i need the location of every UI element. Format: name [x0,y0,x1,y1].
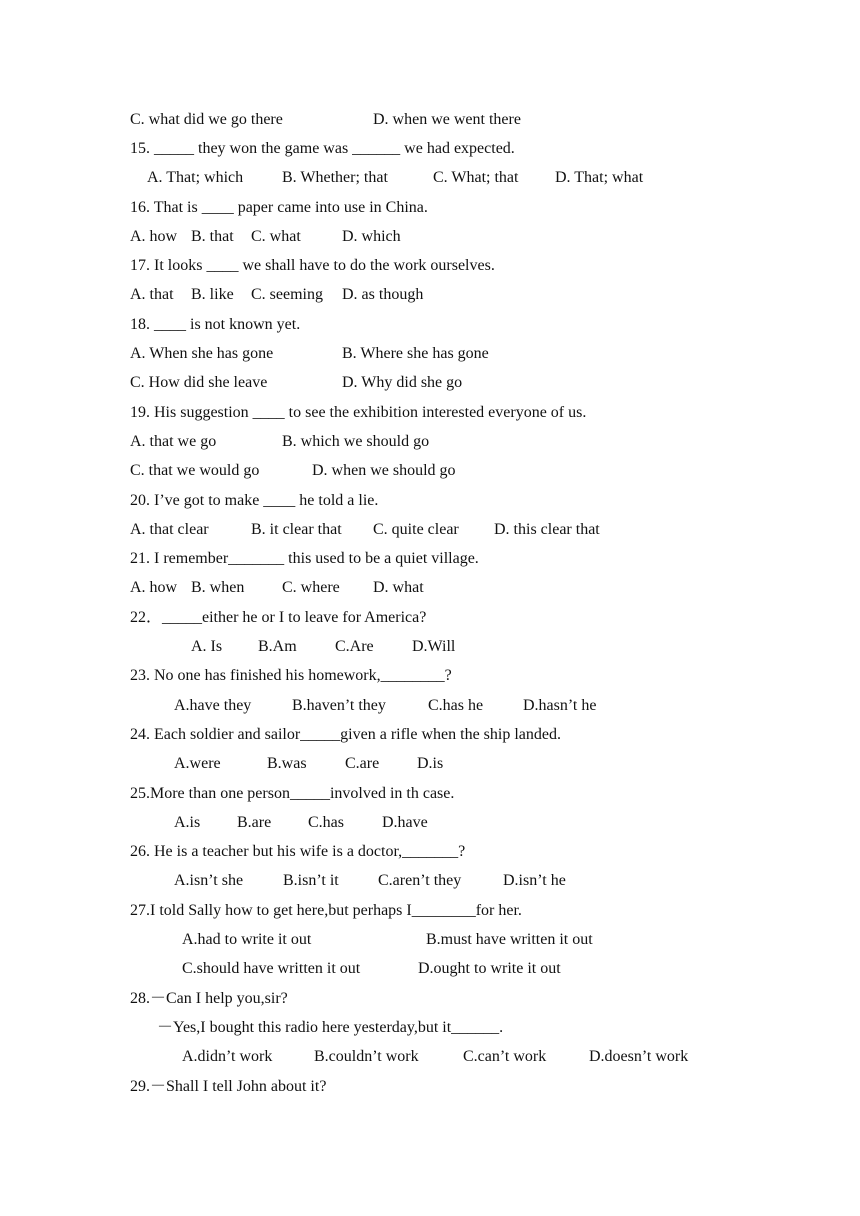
option-line: D. Why did she go [342,374,463,391]
option-line: C. quite clear [373,521,459,538]
option-line: C.has he [428,697,484,714]
option-line: D.isn’t he [503,872,566,889]
option-line: B. Where she has gone [342,345,489,362]
option-line: C.Are [335,638,374,655]
question-line: 20. I’ve got to make ____ he told a lie. [130,492,379,509]
question-line: 24. Each soldier and sailor_____given a rifle when the ship landed. [130,726,561,743]
option-line: C.are [345,755,380,772]
option-line: C.should have written it out [182,960,361,977]
option-line: D.Will [412,638,456,655]
question-line: 23. No one has finished his homework,________? [130,667,452,684]
question-line: 15. _____ they won the game was ______ we had expected. [130,140,515,157]
option-line: B. that [191,228,234,245]
option-line: A.have they [174,697,252,714]
option-line: A. That; which [147,169,244,186]
question-line: 17. It looks ____ we shall have to do the work ourselves. [130,257,495,274]
option-line: C. what did we go there [130,111,283,128]
option-line: D.doesn’t work [589,1048,689,1065]
option-line: C. What; that [433,169,519,186]
question-line: 25.More than one person_____involved in th case. [130,785,455,802]
option-line: B.haven’t they [292,697,386,714]
option-line: A.had to write it out [182,931,312,948]
option-line: A. how [130,228,178,245]
question-line: 27.I told Sally how to get here,but perhaps I________for her. [130,902,522,919]
option-line: D. That; what [555,169,644,186]
option-line: B.isn’t it [283,872,339,889]
question-line: 22．_____either he or I to leave for America? [130,609,427,626]
option-line: A. Is [191,638,223,655]
option-line: D.hasn’t he [523,697,597,714]
option-line: D. this clear that [494,521,600,538]
option-line: B.was [267,755,307,772]
option-line: B.are [237,814,272,831]
question-line: 18. ____ is not known yet. [130,316,301,333]
option-line: A.didn’t work [182,1048,273,1065]
question-line: 21. I remember_______ this used to be a quiet village. [130,550,479,567]
option-line: A.isn’t she [174,872,244,889]
option-line: C.aren’t they [378,872,462,889]
option-line: A. that [130,286,174,303]
option-line: C. where [282,579,340,596]
option-line: D.ought to write it out [418,960,561,977]
dialogue-line: －Yes,I bought this radio here yesterday,but it______. [157,1019,504,1036]
option-line: C.can’t work [463,1048,547,1065]
option-line: B. Whether; that [282,169,388,186]
option-line: D. when we should go [312,462,456,479]
option-line: A.were [174,755,221,772]
option-line: B. like [191,286,234,303]
option-line: C.has [308,814,344,831]
option-line: A.is [174,814,201,831]
option-line: B.couldn’t work [314,1048,419,1065]
option-line: D. as though [342,286,424,303]
option-line: C. what [251,228,301,245]
option-line: D. when we went there [373,111,521,128]
question-line: 19. His suggestion ____ to see the exhibition interested everyone of us. [130,404,587,421]
option-line: A. When she has gone [130,345,274,362]
question-line: 16. That is ____ paper came into use in China. [130,199,428,216]
option-line: A. that clear [130,521,209,538]
option-line: A. how [130,579,178,596]
option-line: D. which [342,228,401,245]
question-line: 29.－Shall I tell John about it? [130,1078,327,1095]
option-line: C. How did she leave [130,374,268,391]
option-line: B. it clear that [251,521,342,538]
option-line: C. seeming [251,286,323,303]
option-line: B.Am [258,638,297,655]
option-line: B.must have written it out [426,931,593,948]
option-line: D.have [382,814,428,831]
option-line: D. what [373,579,424,596]
option-line: A. that we go [130,433,217,450]
option-line: D.is [417,755,444,772]
question-line: 26. He is a teacher but his wife is a doctor,_______? [130,843,466,860]
option-line: B. when [191,579,245,596]
option-line: B. which we should go [282,433,430,450]
question-line: 28.－Can I help you,sir? [130,990,288,1007]
option-line: C. that we would go [130,462,260,479]
